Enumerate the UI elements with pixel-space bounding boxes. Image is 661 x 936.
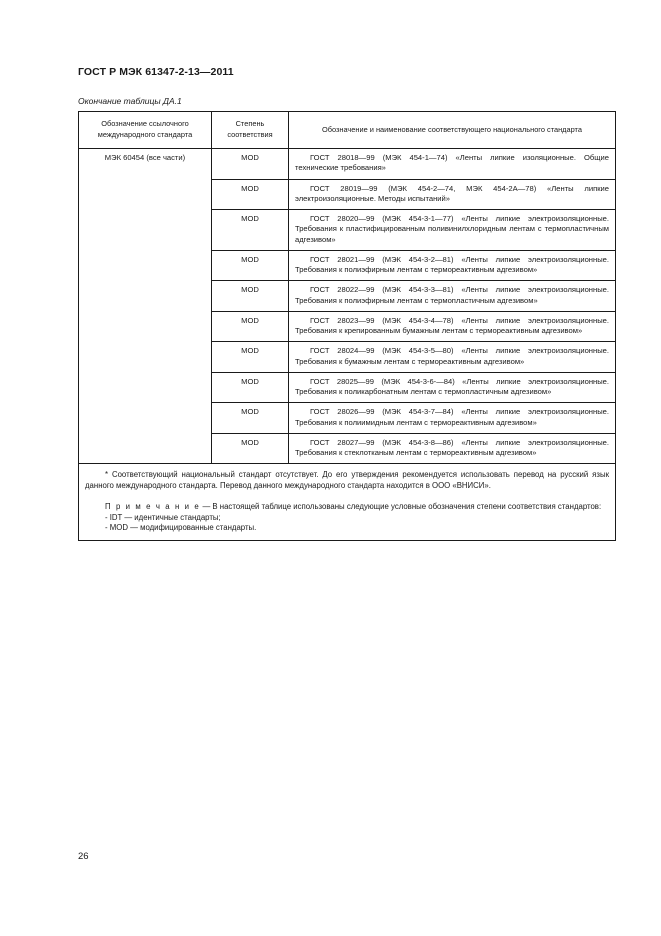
national-standard-cell: ГОСТ 28020—99 (МЭК 454-3-1—77) «Ленты липкие электроизоляционные. Требования к пластифицированным поливинилхлоридным лентам с термопластичным адгезивом» (289, 210, 616, 251)
national-standard-cell: ГОСТ 28018—99 (МЭК 454-1—74) «Ленты липкие изоляционные. Общие технические требования» (289, 149, 616, 180)
national-standard-cell: ГОСТ 28026—99 (МЭК 454-3-7—84) «Ленты липкие электроизоляционные. Требования к полиимидным лентам с термореактивным адгезивом» (289, 403, 616, 434)
note-item-mod: - MOD — модифицированные стандарты. (105, 523, 257, 533)
correspondence-table (78, 111, 616, 541)
page-number: 26 (78, 851, 89, 862)
degree-cell: MOD (212, 311, 289, 342)
national-standard-cell: ГОСТ 28022—99 (МЭК 454-3-3—81) «Ленты липкие электроизоляционные. Требования к полиэфирным лентам с термопластичным адгезивом» (289, 281, 616, 312)
degree-cell: MOD (212, 342, 289, 373)
table-header-row (79, 112, 616, 149)
national-standard-cell: ГОСТ 28027—99 (МЭК 454-3-8—86) «Ленты липкие электроизоляционные. Требования к стеклотканым лентам с термореактивным адгезивом» (289, 433, 616, 464)
national-standard-cell: ГОСТ 28019—99 (МЭК 454-2—74, МЭК 454-2А—78) «Ленты липкие электроизоляционные. Методы испытаний» (289, 179, 616, 210)
national-standard-cell: ГОСТ 28021—99 (МЭК 454-3-2—81) «Ленты липкие электроизоляционные. Требования к полиэфирным лентам с термореактивным адгезивом» (289, 250, 616, 281)
header-national-standard: Обозначение и наименование соответствующего национального стандарта (289, 112, 616, 149)
degree-cell: MOD (212, 179, 289, 210)
table-row (79, 149, 616, 180)
table-caption: Окончание таблицы ДА.1 (78, 96, 182, 106)
note-item-idt: - IDT — идентичные стандарты; (105, 512, 221, 522)
degree-cell: MOD (212, 372, 289, 403)
footnote-note (85, 502, 609, 513)
footnote-cell (79, 464, 616, 541)
footnote-row (79, 464, 616, 541)
document-header: ГОСТ Р МЭК 61347-2-13—2011 (78, 66, 234, 78)
degree-cell: MOD (212, 210, 289, 251)
degree-cell: MOD (212, 250, 289, 281)
degree-cell: MOD (212, 433, 289, 464)
note-text: — В настоящей таблице использованы следующие условные обозначения степени соответствия стандартов: (200, 501, 602, 511)
footnote-asterisk: * Соответствующий национальный стандарт отсутствует. До его утверждения рекомендуется использовать перевод на русский язык данного международного стандарта. Перевод данного международного стандарта находится в ООО «ВНИСИ». (85, 470, 609, 490)
note-label: П р и м е ч а н и е (105, 501, 201, 511)
national-standard-cell: ГОСТ 28024—99 (МЭК 454-3-5—80) «Ленты липкие электроизоляционные. Требования к бумажным лентам с термореактивным адгезивом» (289, 342, 616, 373)
header-reference-standard: Обозначение ссылочного международного стандарта (79, 112, 212, 149)
national-standard-cell: ГОСТ 28025—99 (МЭК 454-3-6-—84) «Ленты липкие электроизоляционные. Требования к поликарбонатным лентам с термопластичным адгезивом» (289, 372, 616, 403)
reference-standard-cell: МЭК 60454 (все части) (79, 149, 212, 464)
table-body (79, 149, 616, 541)
degree-cell: MOD (212, 281, 289, 312)
national-standard-cell: ГОСТ 28023—99 (МЭК 454-3-4—78) «Ленты липкие электроизоляционные. Требования к крепированным бумажным лентам с термореактивным адгезивом» (289, 311, 616, 342)
header-degree: Степень соответствия (212, 112, 289, 149)
degree-cell: MOD (212, 149, 289, 180)
degree-cell: MOD (212, 403, 289, 434)
